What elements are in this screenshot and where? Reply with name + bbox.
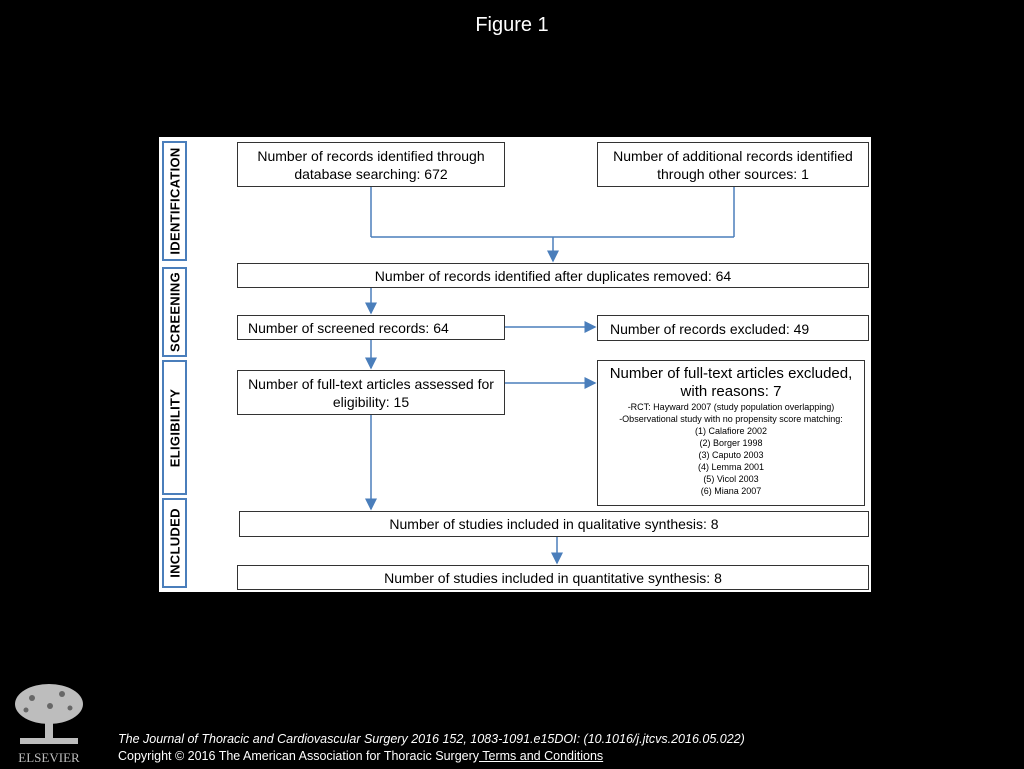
citation-line (118, 732, 745, 746)
quantitative-box (237, 565, 869, 590)
excluded-study: (1) Calafiore 2002 (694, 426, 768, 436)
exclusion-reason: -RCT: Hayward 2007 (study population overlapping) (627, 402, 835, 412)
screened-text: Number of screened records: 64 (248, 320, 449, 336)
excluded-text: Number of records excluded: 49 (610, 321, 810, 337)
quantitative-text: Number of studies included in quantitative synthesis: 8 (384, 570, 722, 586)
phase-label: INCLUDED (167, 508, 182, 578)
copyright-line (118, 749, 603, 763)
fulltext-excluded-heading-1: Number of full-text articles excluded, (609, 365, 853, 382)
db-search-line-2: database searching: 672 (294, 166, 448, 182)
excluded-study: (3) Caputo 2003 (698, 450, 764, 460)
elsevier-logo (10, 680, 88, 764)
fulltext-assessed-line-2: eligibility: 15 (332, 394, 410, 410)
fulltext-excluded-heading-2: with reasons: 7 (680, 383, 782, 400)
excluded-study: (2) Borger 1998 (699, 438, 763, 448)
phase-label: SCREENING (167, 272, 182, 352)
db-search-box (237, 142, 505, 187)
fulltext-assessed-box (237, 370, 505, 415)
phase-label: IDENTIFICATION (167, 147, 182, 255)
fulltext-assessed-line-1: Number of full-text articles assessed for (248, 376, 494, 392)
logo-text: ELSEVIER (18, 750, 80, 764)
qualitative-text: Number of studies included in qualitative synthesis: 8 (389, 516, 719, 532)
exclusion-reason: -Observational study with no propensity score matching: (619, 414, 843, 424)
other-sources-line-1: Number of additional records identified (613, 148, 853, 164)
other-sources-line-2: through other sources: 1 (657, 166, 809, 182)
phase-label: ELIGIBILITY (167, 388, 182, 467)
other-sources-box (597, 142, 869, 187)
after-duplicates-box (237, 263, 869, 288)
excluded-box (597, 315, 869, 341)
excluded-study: (5) Vicol 2003 (703, 474, 759, 484)
citation: The Journal of Thoracic and Cardiovascular Surgery 2016 152, 1083-1091.e15DOI: (10.1016/j.jtcvs.2016.05.022) (118, 732, 745, 746)
elsevier-tree-icon (10, 680, 88, 764)
qualitative-box (239, 511, 869, 537)
fulltext-excluded-box (597, 360, 865, 506)
screened-box (237, 315, 505, 340)
after-duplicates-text: Number of records identified after duplicates removed: 64 (374, 268, 732, 284)
terms-and-conditions-link[interactable]: Terms and Conditions (479, 749, 604, 763)
db-search-line-1: Number of records identified through (257, 148, 485, 164)
excluded-study: (6) Miana 2007 (700, 486, 762, 496)
figure-title: Figure 1 (475, 14, 549, 36)
excluded-study: (4) Lemma 2001 (697, 462, 765, 472)
copyright: Copyright © 2016 The American Association for Thoracic Surgery (118, 749, 480, 763)
prisma-flow-diagram (159, 137, 871, 592)
